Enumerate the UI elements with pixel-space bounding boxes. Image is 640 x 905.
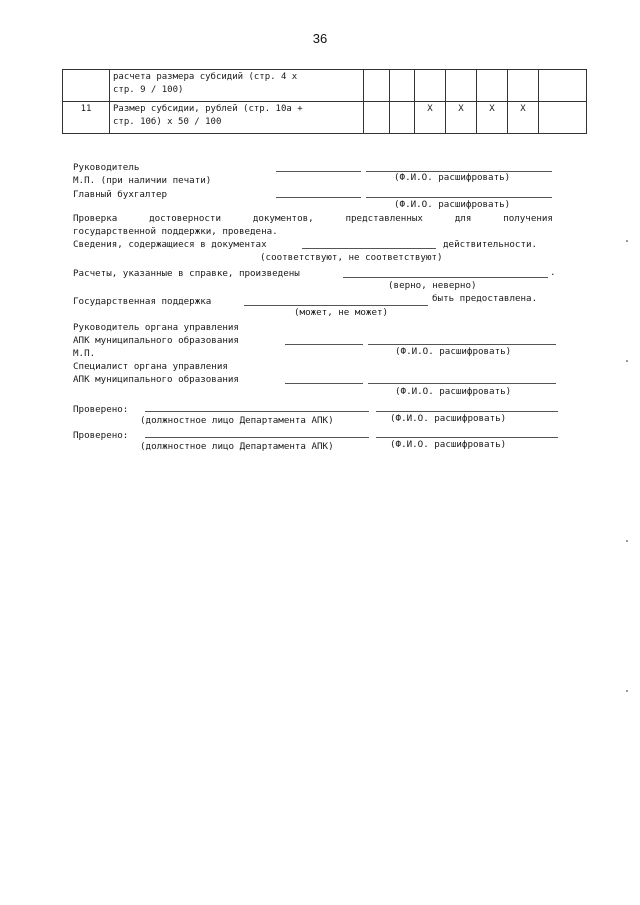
signature-line[interactable] <box>276 171 361 172</box>
support-fill-line[interactable] <box>244 305 428 306</box>
scan-speck <box>626 690 628 692</box>
table-cell <box>539 70 587 102</box>
table-row <box>63 102 587 134</box>
fio-caption: (Ф.И.О. расшифровать) <box>394 199 511 210</box>
verification-word: Проверка <box>73 213 118 224</box>
table-cell <box>415 70 446 102</box>
calc-caption: (верно, неверно) <box>388 280 477 291</box>
signature-line[interactable] <box>285 383 363 384</box>
x-mark-cell: Х <box>508 102 539 134</box>
verification-line <box>73 213 553 225</box>
row-description-cell <box>110 102 364 134</box>
row-number-cell <box>63 70 110 102</box>
signature-line[interactable] <box>276 197 361 198</box>
checked-label: Проверено: <box>73 430 129 441</box>
table-cell <box>390 102 415 134</box>
table-cell <box>390 70 415 102</box>
verification-word: представленных <box>345 213 423 224</box>
authority-head-label-2: АПК муниципального образования <box>73 335 239 346</box>
verification-line-2: государственной поддержки, проведена. <box>73 226 278 237</box>
verification-word: достоверности <box>149 213 221 224</box>
row-description-line: расчета размера субсидий (стр. 4 х <box>113 72 298 82</box>
verification-word: документов, <box>252 213 314 224</box>
official-caption: (должностное лицо Департамента АПК) <box>140 441 334 452</box>
fio-caption: (Ф.И.О. расшифровать) <box>390 439 507 450</box>
x-mark-cell: Х <box>477 102 508 134</box>
row-description-cell <box>110 70 364 102</box>
fio-caption: (Ф.И.О. расшифровать) <box>395 386 512 397</box>
fio-line[interactable] <box>366 197 552 198</box>
head-label: Руководитель <box>73 162 140 173</box>
row-description-line: стр. 10б) х 50 / 100 <box>113 117 222 127</box>
seal-label: М.П. (при наличии печати) <box>73 175 212 186</box>
row-description-line: Размер субсидии, рублей (стр. 10а + <box>113 104 303 114</box>
fio-line[interactable] <box>368 344 556 345</box>
fio-line[interactable] <box>368 383 556 384</box>
table-cell <box>508 70 539 102</box>
info-right: действительности. <box>443 239 538 250</box>
x-mark-cell: Х <box>415 102 446 134</box>
fio-line[interactable] <box>376 411 558 412</box>
table-row <box>63 70 587 102</box>
info-fill-line[interactable] <box>302 248 436 249</box>
calc-fill-line[interactable] <box>343 277 548 278</box>
fio-line[interactable] <box>376 437 558 438</box>
scan-speck <box>626 240 628 242</box>
calc-end: . <box>550 267 556 278</box>
support-right: быть предоставлена. <box>432 293 538 304</box>
scan-speck <box>626 540 628 542</box>
fio-caption: (Ф.И.О. расшифровать) <box>394 172 511 183</box>
info-label: Сведения, содержащиеся в документах <box>73 239 267 250</box>
support-label: Государственная поддержка <box>73 296 212 307</box>
authority-seal: М.П. <box>73 348 96 359</box>
verification-word: для <box>454 213 472 224</box>
accountant-label: Главный бухгалтер <box>73 189 168 200</box>
subsidy-table <box>62 69 587 134</box>
calc-label: Расчеты, указанные в справке, произведены <box>73 268 300 279</box>
specialist-label-2: АПК муниципального образования <box>73 374 239 385</box>
specialist-label: Специалист органа управления <box>73 361 228 372</box>
official-caption: (должностное лицо Департамента АПК) <box>140 415 334 426</box>
page-number: 36 <box>312 31 328 46</box>
official-line[interactable] <box>145 437 369 438</box>
scan-speck <box>626 360 628 362</box>
table-cell <box>446 70 477 102</box>
fio-caption: (Ф.И.О. расшифровать) <box>390 413 507 424</box>
table-cell <box>364 70 390 102</box>
row-description-line: стр. 9 / 100) <box>113 85 184 95</box>
support-caption: (может, не может) <box>294 307 389 318</box>
checked-label: Проверено: <box>73 404 129 415</box>
info-caption: (соответствуют, не соответствуют) <box>260 252 443 263</box>
x-mark-cell: Х <box>446 102 477 134</box>
table-cell <box>539 102 587 134</box>
verification-word: получения <box>503 213 553 224</box>
official-line[interactable] <box>145 411 369 412</box>
table-cell <box>477 70 508 102</box>
fio-caption: (Ф.И.О. расшифровать) <box>395 346 512 357</box>
authority-head-label: Руководитель органа управления <box>73 322 239 333</box>
signature-line[interactable] <box>285 344 363 345</box>
table-cell <box>364 102 390 134</box>
row-number-cell: 11 <box>63 102 110 134</box>
